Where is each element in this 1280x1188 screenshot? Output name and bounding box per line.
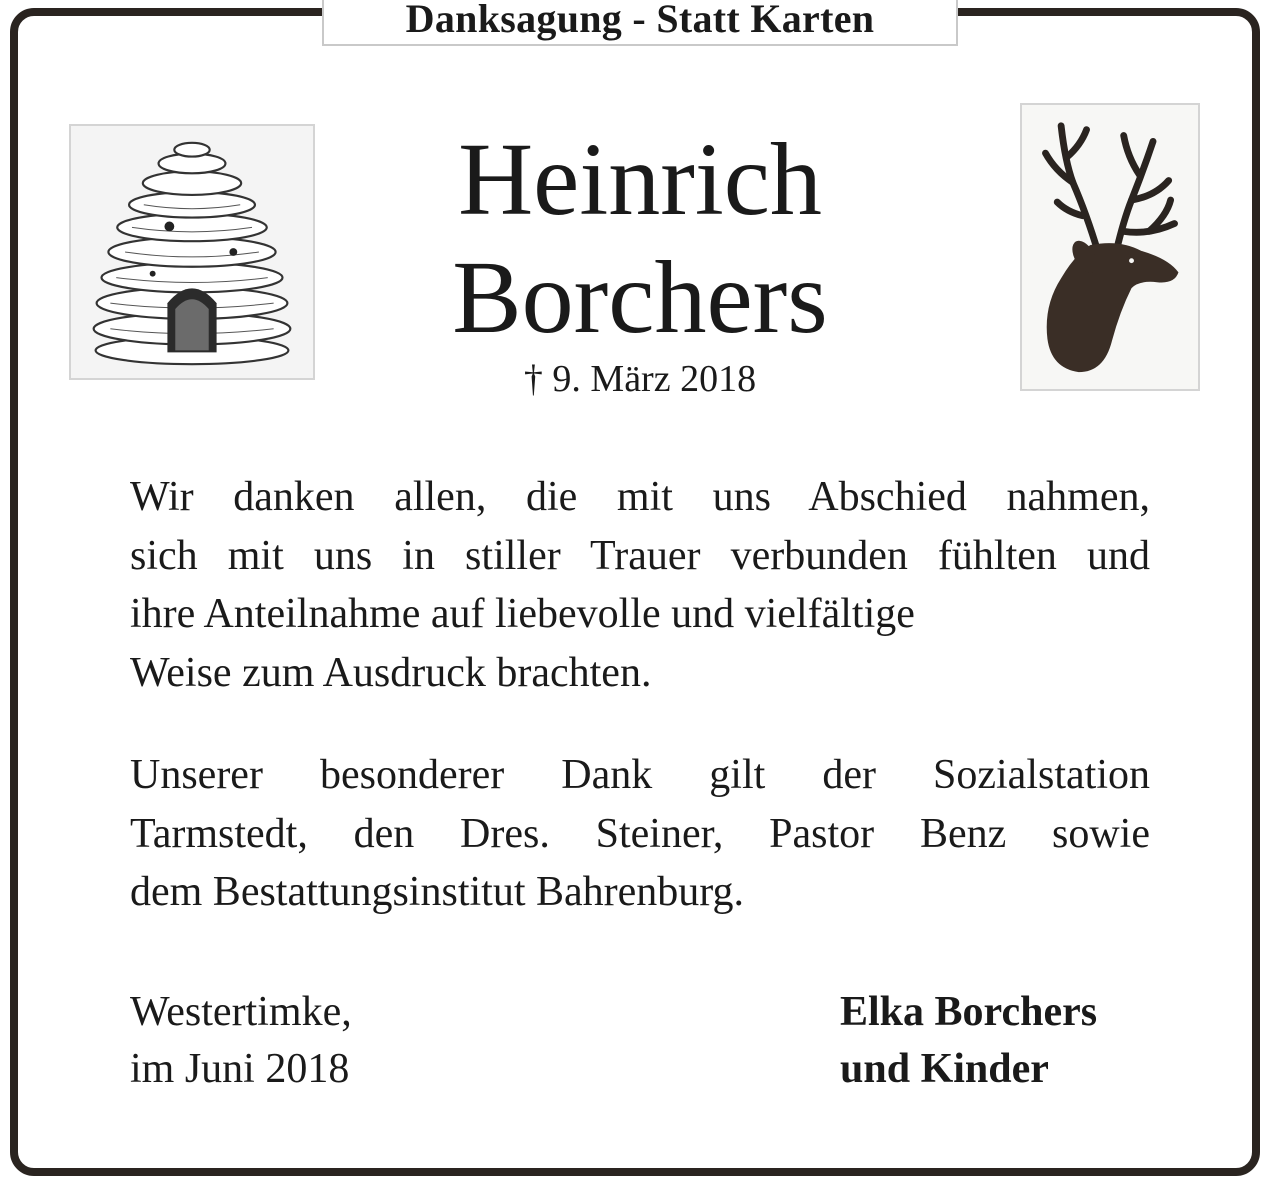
beehive-image [69, 124, 315, 380]
thanks-paragraph [130, 468, 1150, 702]
signature [840, 984, 1097, 1098]
date: im Juni 2018 [130, 1046, 350, 1092]
text-line: dem Bestattungsinstitut Bahrenburg. [130, 869, 745, 915]
signature-line: und Kinder [840, 1046, 1049, 1092]
special-thanks-paragraph [130, 746, 1150, 922]
text-line: ihre Anteilnahme auf liebevolle und vielfältige [130, 591, 915, 637]
text-line: Weise zum Ausdruck brachten. [130, 649, 652, 696]
death-date: † 9. März 2018 [523, 358, 757, 400]
text-line: Unserer besonderer Dank gilt der Sozialstation [130, 752, 1150, 798]
header-banner [322, 0, 958, 46]
text-line: Wir danken allen, die mit uns Abschied nahmen, [130, 474, 1150, 520]
deceased-last-name: Borchers [452, 240, 828, 355]
text-line: sich mit uns in stiller Trauer verbunden fühlten und [130, 532, 1150, 579]
place: Westertimke, [130, 989, 352, 1035]
text-line: Tarmstedt, den Dres. Steiner, Pastor Benz sowie [130, 810, 1150, 857]
deceased-first-name: Heinrich [458, 122, 822, 237]
deer-head-icon [1022, 105, 1198, 389]
header-title: Danksagung - Statt Karten [405, 0, 875, 41]
deer-image [1020, 103, 1200, 391]
beehive-icon [71, 126, 313, 378]
place-and-date [130, 984, 352, 1098]
signature-line: Elka Borchers [840, 989, 1098, 1035]
